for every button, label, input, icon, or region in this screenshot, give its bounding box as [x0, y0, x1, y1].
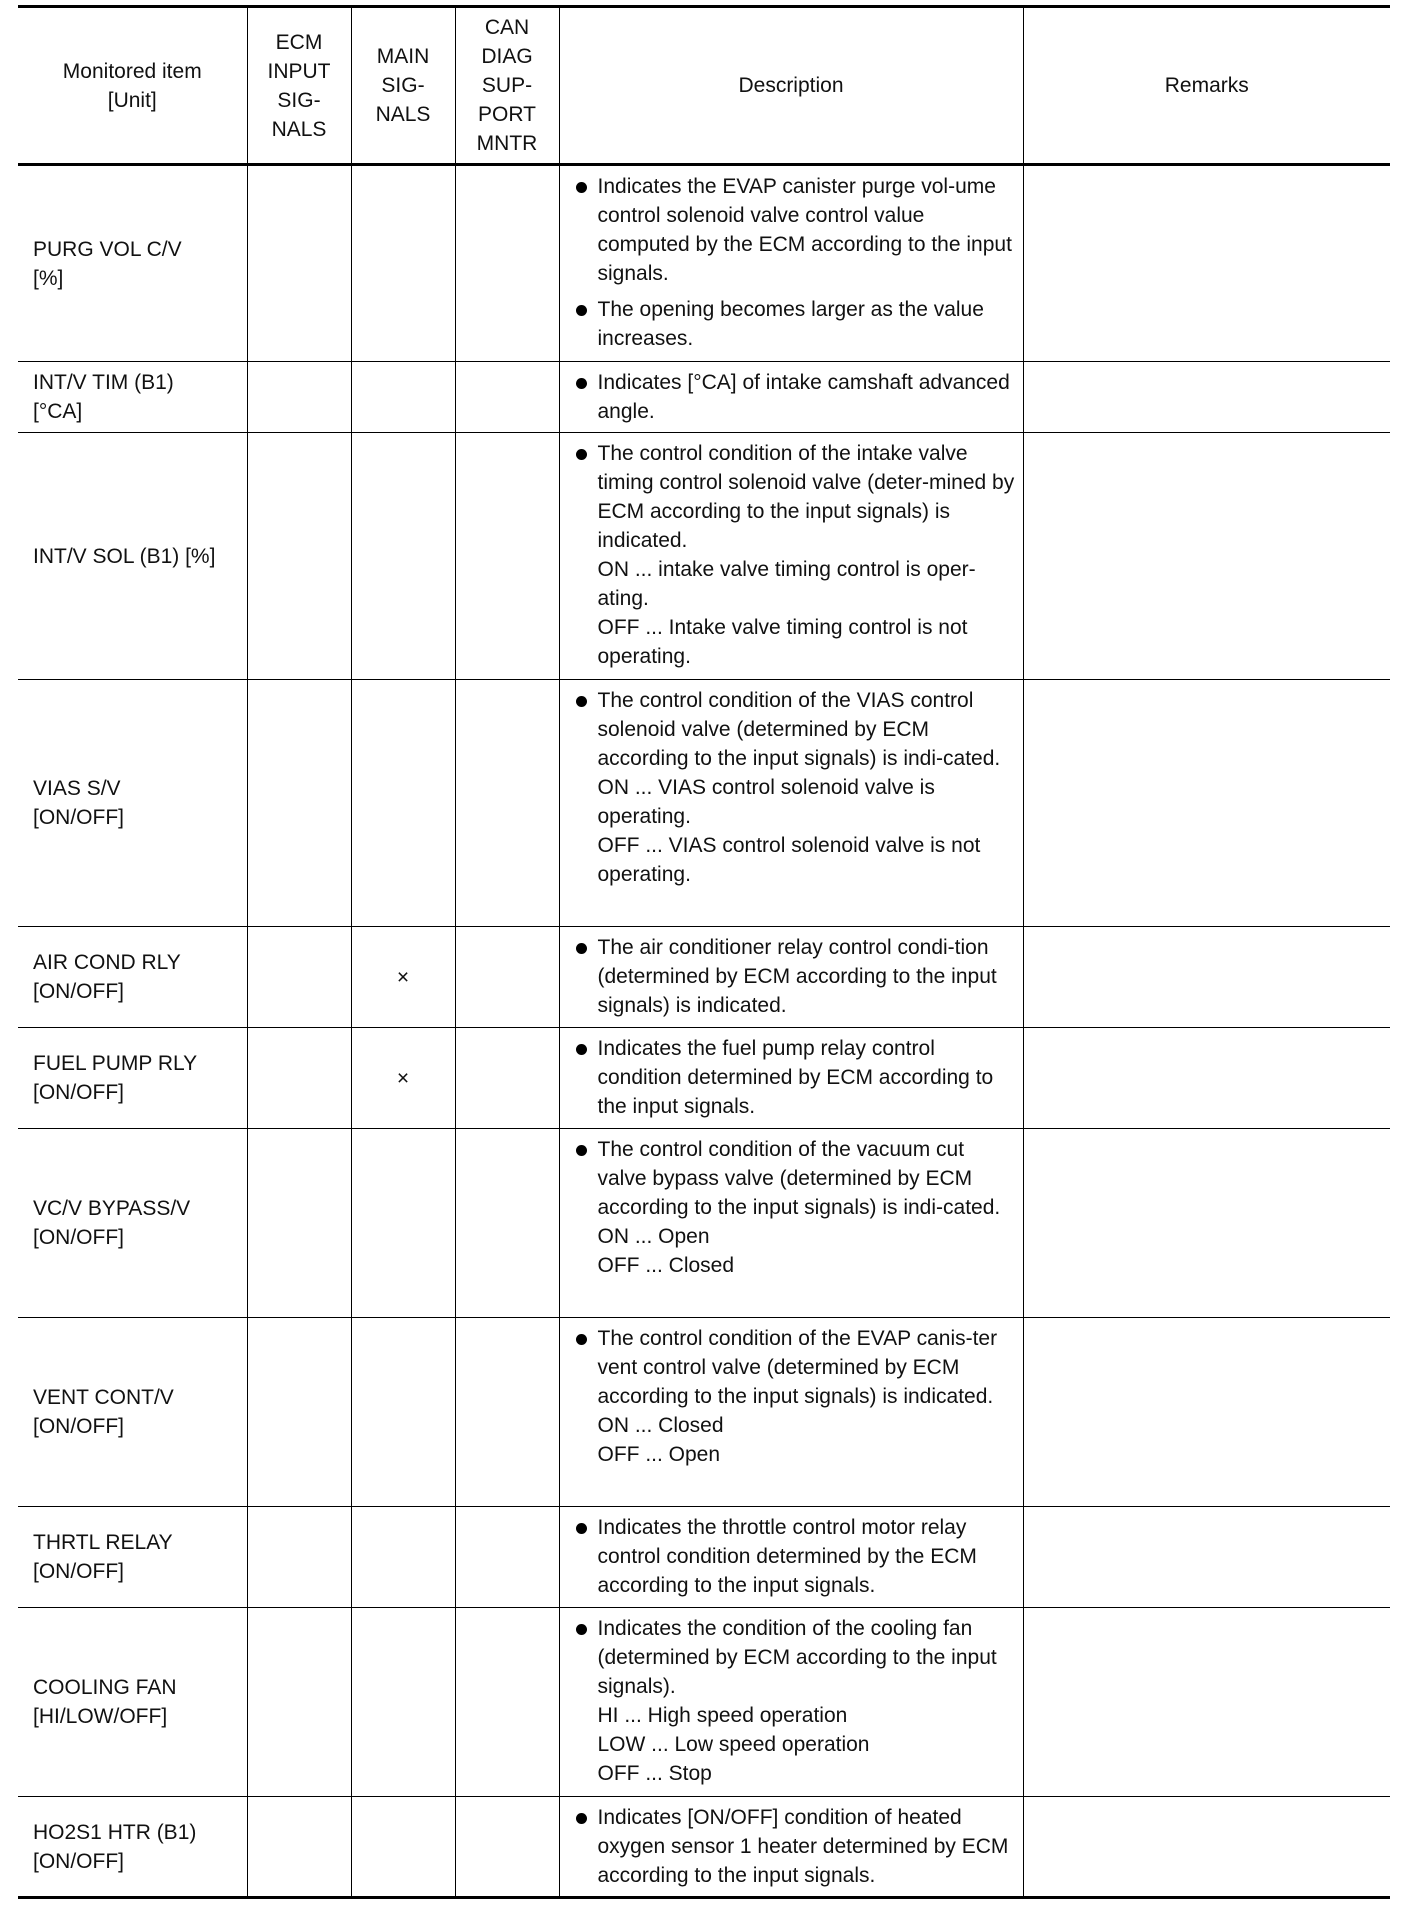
description-item	[573, 1513, 1017, 1600]
ecm-signal-cell	[247, 362, 351, 433]
bullet-icon	[576, 305, 587, 316]
main-signal-cell	[351, 680, 455, 927]
description-text: The control condition of the vacuum cut valve bypass valve (determined by ECM according to the input signals) is indi-cated.	[597, 1138, 1001, 1219]
monitored-item-cell	[18, 1507, 247, 1608]
table-header	[18, 7, 1390, 165]
description-cell	[559, 1797, 1023, 1898]
header-main-signals-line: SIG-	[381, 74, 425, 97]
can-signal-cell	[455, 362, 559, 433]
description-cell	[559, 1507, 1023, 1608]
header-main-signals-line: MAIN	[376, 45, 430, 68]
bullet-icon	[576, 182, 587, 193]
header-main-signals-line: NALS	[375, 103, 431, 126]
ecm-signal-cell	[247, 1129, 351, 1318]
table-row	[18, 1797, 1390, 1898]
remarks-cell	[1023, 433, 1390, 680]
header-remarks: Remarks	[1023, 7, 1390, 165]
header-monitored-item-line: [Unit]	[107, 88, 157, 112]
description-cell	[559, 680, 1023, 927]
bullet-icon	[576, 1813, 587, 1824]
ecm-signal-cell	[247, 1608, 351, 1797]
monitored-item-line: INT/V SOL (B1) [%]	[33, 544, 216, 568]
description-item	[573, 1324, 1017, 1469]
description-list	[573, 439, 1017, 671]
main-signal-cell	[351, 1608, 455, 1797]
remarks-cell	[1023, 165, 1390, 362]
description-cell	[559, 165, 1023, 362]
can-signal-cell	[455, 1507, 559, 1608]
description-cell	[559, 362, 1023, 433]
remarks-cell	[1023, 1318, 1390, 1507]
description-cell	[559, 1028, 1023, 1129]
main-signal-cell	[351, 1797, 455, 1898]
description-state-line: OFF ... VIAS control solenoid valve is not operating.	[597, 834, 981, 886]
description-text: Indicates the EVAP canister purge vol-ume control solenoid valve control value computed by the ECM according to the input signals.	[597, 175, 1012, 285]
monitored-item-line: THRTL RELAY	[33, 1531, 173, 1554]
ecm-signal-cell	[247, 927, 351, 1028]
main-signal-cell	[351, 362, 455, 433]
header-can-diag-line: CAN	[484, 16, 530, 39]
can-signal-cell	[455, 165, 559, 362]
monitored-item-line: [ON/OFF]	[33, 806, 124, 829]
ecm-signal-cell	[247, 433, 351, 680]
description-text: The control condition of the VIAS control solenoid valve (determined by ECM according to the input signals) is indi-cated.	[597, 689, 1001, 770]
monitored-item-cell	[18, 165, 247, 362]
monitored-item-line: [ON/OFF]	[33, 1849, 124, 1873]
bullet-icon	[576, 696, 587, 707]
monitored-item-cell	[18, 1608, 247, 1797]
description-list	[573, 1324, 1017, 1469]
table-row	[18, 1028, 1390, 1129]
remarks-cell	[1023, 927, 1390, 1028]
monitored-item-line: COOLING FAN	[33, 1676, 177, 1699]
description-state-line: HI ... High speed operation	[597, 1704, 848, 1727]
table-row	[18, 433, 1390, 680]
bullet-icon	[576, 1044, 587, 1055]
main-signal-cell	[351, 1318, 455, 1507]
header-can-diag-line: DIAG	[481, 45, 533, 68]
monitored-item-line: VC/V BYPASS/V	[33, 1197, 191, 1220]
can-signal-cell	[455, 1318, 559, 1507]
description-item	[573, 1614, 1017, 1788]
remarks-cell	[1023, 1797, 1390, 1898]
header-can-diag-support-mntr	[455, 7, 559, 165]
table-row	[18, 165, 1390, 362]
description-list	[573, 1803, 1017, 1890]
monitored-item-line: INT/V TIM (B1)	[33, 371, 174, 394]
bullet-icon	[576, 378, 587, 389]
monitored-item-cell	[18, 1318, 247, 1507]
monitored-item-line: HO2S1 HTR (B1)	[33, 1820, 197, 1844]
monitored-item-cell	[18, 1129, 247, 1318]
description-item	[573, 368, 1017, 426]
ecm-signal-cell	[247, 1507, 351, 1608]
monitored-item-line: [ON/OFF]	[33, 980, 124, 1003]
description-cell	[559, 1318, 1023, 1507]
monitored-item-line: VIAS S/V	[33, 777, 121, 800]
ecm-signal-cell	[247, 1318, 351, 1507]
description-list	[573, 1513, 1017, 1600]
monitored-item-line: [ON/OFF]	[33, 1081, 124, 1104]
monitored-item-line: PURG VOL C/V	[33, 237, 182, 261]
description-item	[573, 172, 1017, 288]
description-text: Indicates [ON/OFF] condition of heated oxygen sensor 1 heater determined by ECM according to the input signals.	[597, 1806, 1009, 1887]
monitored-item-line: [ON/OFF]	[33, 1226, 124, 1249]
ecm-signal-cell	[247, 1028, 351, 1129]
table-row	[18, 927, 1390, 1028]
monitored-item-line: [HI/LOW/OFF]	[33, 1705, 168, 1728]
monitored-item-cell	[18, 1028, 247, 1129]
monitored-item-line: FUEL PUMP RLY	[33, 1052, 198, 1075]
description-item	[573, 1034, 1017, 1121]
ecm-signal-cell	[247, 165, 351, 362]
can-signal-cell	[455, 433, 559, 680]
description-state-line: ON ... Open	[597, 1225, 710, 1248]
description-text: Indicates the throttle control motor relay control condition determined by the ECM according to the input signals.	[597, 1516, 977, 1597]
can-signal-cell	[455, 1129, 559, 1318]
ecm-signal-cell	[247, 680, 351, 927]
monitored-item-line: VENT CONT/V	[33, 1386, 174, 1409]
monitored-item-line: [ON/OFF]	[33, 1560, 124, 1583]
header-monitored-item-line: Monitored item	[62, 59, 202, 83]
bullet-icon	[576, 449, 587, 460]
monitored-item-line: [ON/OFF]	[33, 1415, 124, 1438]
header-can-diag-line: PORT	[478, 103, 536, 126]
monitored-items-table	[18, 5, 1390, 1899]
main-signal-cell	[351, 1507, 455, 1608]
table-row	[18, 1318, 1390, 1507]
description-item	[573, 933, 1017, 1020]
table-row	[18, 362, 1390, 433]
description-state-line: OFF ... Intake valve timing control is not operating.	[597, 616, 968, 668]
header-row	[18, 7, 1390, 165]
header-monitored-item	[18, 7, 247, 165]
monitored-item-cell	[18, 433, 247, 680]
main-signal-cell	[351, 1129, 455, 1318]
ecm-signal-cell	[247, 1797, 351, 1898]
bullet-icon	[576, 1624, 587, 1635]
can-signal-cell	[455, 927, 559, 1028]
remarks-cell	[1023, 680, 1390, 927]
description-list	[573, 686, 1017, 889]
table-row	[18, 680, 1390, 927]
header-can-diag-line: MNTR	[476, 132, 538, 155]
description-state-line: OFF ... Stop	[597, 1762, 712, 1785]
description-list	[573, 368, 1017, 426]
description-state-line: LOW ... Low speed operation	[597, 1733, 870, 1756]
description-state-line: OFF ... Open	[597, 1443, 721, 1466]
description-text: The opening becomes larger as the value increases.	[597, 298, 984, 350]
description-list	[573, 1034, 1017, 1121]
header-ecm-input-line: NALS	[271, 117, 327, 141]
can-signal-cell	[455, 1797, 559, 1898]
monitored-item-cell	[18, 362, 247, 433]
main-signal-cell	[351, 165, 455, 362]
description-text: The air conditioner relay control condi-tion (determined by ECM according to the input signals) is indicated.	[597, 936, 997, 1017]
bullet-icon	[576, 943, 587, 954]
monitored-item-line: [°CA]	[33, 400, 83, 423]
description-list	[573, 172, 1017, 353]
monitored-item-line: AIR COND RLY	[33, 951, 181, 974]
table-row	[18, 1129, 1390, 1318]
description-state-line: ON ... VIAS control solenoid valve is operating.	[597, 776, 935, 828]
description-text: Indicates [°CA] of intake camshaft advanced angle.	[597, 371, 1010, 423]
monitored-item-cell	[18, 927, 247, 1028]
remarks-cell	[1023, 1028, 1390, 1129]
description-item	[573, 295, 1017, 353]
monitored-item-cell	[18, 1797, 247, 1898]
description-list	[573, 933, 1017, 1020]
description-cell	[559, 1129, 1023, 1318]
description-cell	[559, 1608, 1023, 1797]
main-signal-cell	[351, 433, 455, 680]
bullet-icon	[576, 1334, 587, 1345]
can-signal-cell	[455, 680, 559, 927]
header-description: Description	[559, 7, 1023, 165]
monitored-item-line: [%]	[33, 266, 64, 290]
description-item	[573, 1803, 1017, 1890]
description-list	[573, 1135, 1017, 1280]
description-item	[573, 439, 1017, 671]
header-ecm-input-line: INPUT	[267, 59, 331, 83]
bullet-icon	[576, 1523, 587, 1534]
description-item	[573, 686, 1017, 889]
remarks-cell	[1023, 1507, 1390, 1608]
header-main-signals	[351, 7, 455, 165]
main-signal-cell: ×	[351, 927, 455, 1028]
header-ecm-input-line: ECM	[275, 30, 323, 54]
description-state-line: OFF ... Closed	[597, 1254, 735, 1277]
description-text: The control condition of the intake valve timing control solenoid valve (deter-mined by ECM according to the input signals) is indicated.	[597, 442, 1015, 552]
remarks-cell	[1023, 1129, 1390, 1318]
description-state-line: ON ... Closed	[597, 1414, 724, 1437]
description-text: Indicates the fuel pump relay control condition determined by ECM according to the input signals.	[597, 1037, 994, 1118]
remarks-cell	[1023, 1608, 1390, 1797]
can-signal-cell	[455, 1028, 559, 1129]
description-cell	[559, 927, 1023, 1028]
can-signal-cell	[455, 1608, 559, 1797]
table-body	[18, 165, 1390, 1898]
description-text: The control condition of the EVAP canis-ter vent control valve (determined by ECM according to the input signals) is indicated.	[597, 1327, 998, 1408]
header-can-diag-line: SUP-	[481, 74, 533, 97]
header-ecm-input-signals	[247, 7, 351, 165]
description-item	[573, 1135, 1017, 1280]
header-ecm-input-line: SIG-	[277, 88, 321, 112]
table-row	[18, 1608, 1390, 1797]
description-cell	[559, 433, 1023, 680]
description-text: Indicates the condition of the cooling fan (determined by ECM according to the input signals).	[597, 1617, 997, 1698]
table-row	[18, 1507, 1390, 1608]
remarks-cell	[1023, 362, 1390, 433]
main-signal-cell: ×	[351, 1028, 455, 1129]
description-list	[573, 1614, 1017, 1788]
description-state-line: ON ... intake valve timing control is oper-ating.	[597, 558, 976, 610]
bullet-icon	[576, 1145, 587, 1156]
monitored-item-cell	[18, 680, 247, 927]
